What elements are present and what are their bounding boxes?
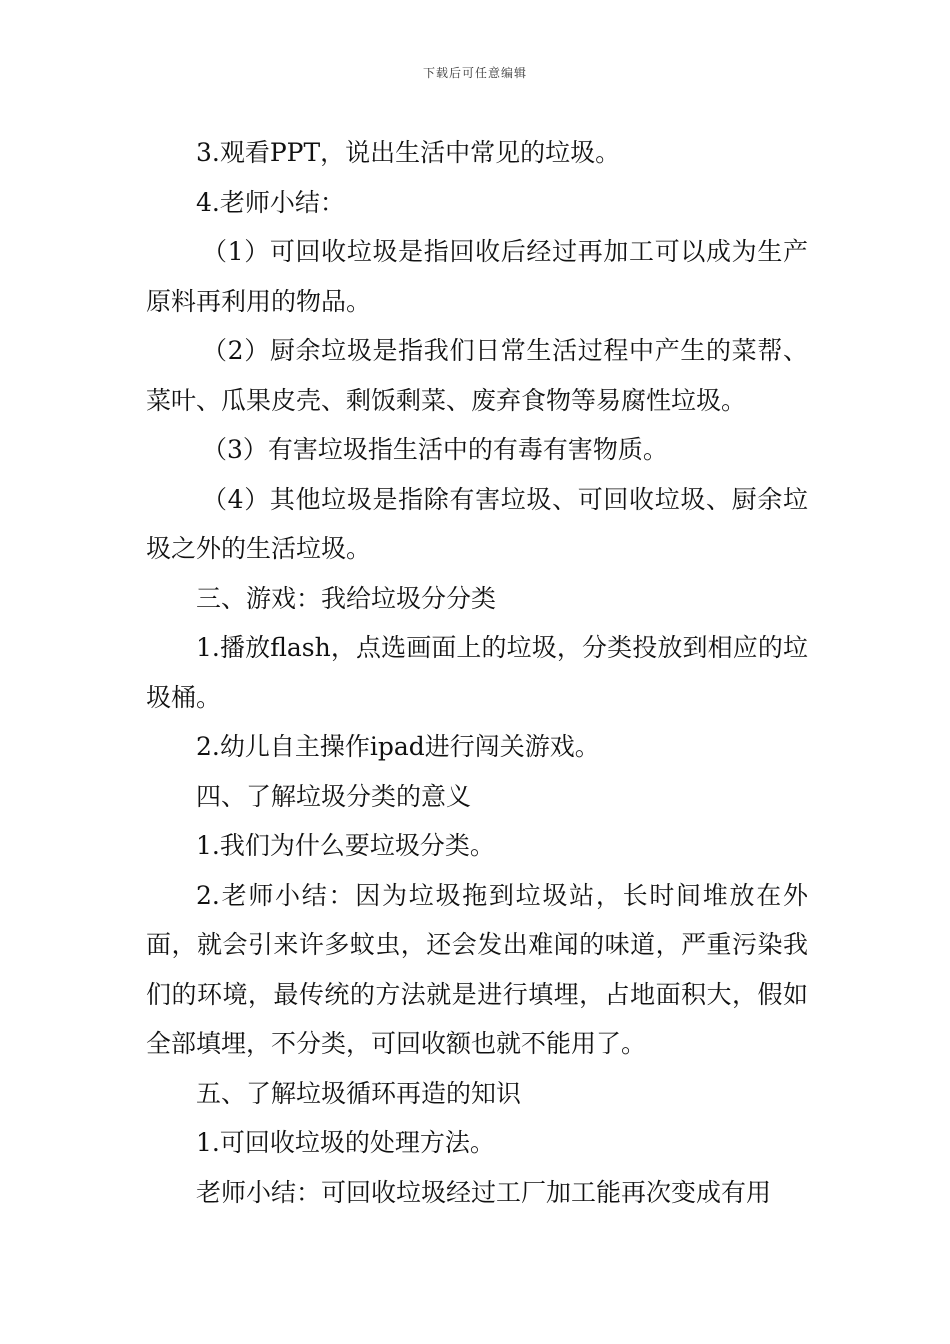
paragraph-recycling-method: 1.可回收垃圾的处理方法。 — [196, 1128, 495, 1157]
page-header: 下载后可任意编辑 — [422, 66, 527, 80]
paragraph-teacher-summary: 4.老师小结： — [196, 187, 345, 217]
section-heading-game: 三、游戏：我给垃圾分分类 — [196, 583, 497, 613]
paragraph-other-waste: （4）其他垃圾是指除有害垃圾、可回收垃圾、厨余垃圾之外的生活垃圾。 — [146, 484, 808, 563]
paragraph-hazardous: （3）有害垃圾指生活中的有毒有害物质。 — [202, 435, 668, 464]
paragraph-watch-ppt: 3.观看PPT，说出生活中常见的垃圾。 — [196, 138, 621, 167]
section-heading-recycling: 五、了解垃圾循环再造的知识 — [196, 1078, 522, 1108]
paragraph-why-sort: 1.我们为什么要垃圾分类。 — [196, 831, 495, 860]
paragraph-kitchen-waste: （2）厨余垃圾是指我们日常生活过程中产生的菜帮、菜叶、瓜果皮壳、剩饭剩菜、废弃食物等易腐性垃圾。 — [146, 336, 808, 415]
document-body — [146, 128, 808, 1217]
paragraph-ipad-game: 2.幼儿自主操作ipad进行闯关游戏。 — [196, 732, 600, 761]
paragraph-play-flash: 1.播放flash，点选画面上的垃圾，分类投放到相应的垃圾桶。 — [146, 633, 808, 712]
section-heading-meaning: 四、了解垃圾分类的意义 — [196, 781, 472, 811]
paragraph-teacher-summary-2: 2.老师小结：因为垃圾拖到垃圾站，长时间堆放在外面，就会引来许多蚊虫，还会发出难闻的味道，严重污染我们的环境，最传统的方法就是进行填埋，占地面积大，假如全部填埋，不分类，可回收额也就不能用了。 — [146, 880, 808, 1058]
paragraph-recyclable: （1）可回收垃圾是指回收后经过再加工可以成为生产原料再利用的物品。 — [146, 237, 808, 316]
paragraph-teacher-summary-3: 老师小结：可回收垃圾经过工厂加工能再次变成有用 — [196, 1177, 772, 1207]
